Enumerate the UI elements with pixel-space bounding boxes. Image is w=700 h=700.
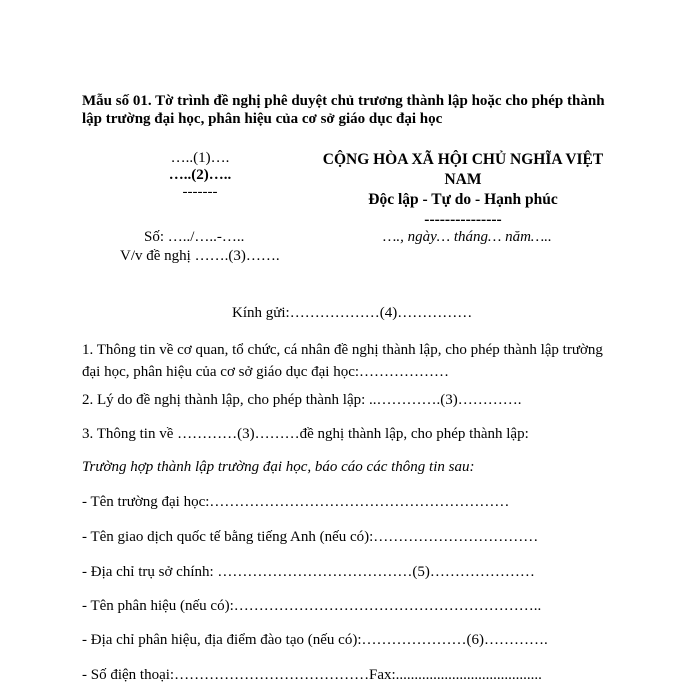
item-2: 2. Lý do đề nghị thành lập, cho phép thành lập: ..………….(3)…………. <box>82 392 522 408</box>
field-phone: - Số điện thoại:………………………………… <box>82 667 370 683</box>
national-motto: Độc lập - Tự do - Hạnh phúc <box>368 191 558 208</box>
document-date: …., ngày… tháng… năm….. <box>383 229 552 245</box>
item-1 <box>82 339 622 383</box>
issuer-divider: ------- <box>182 184 218 200</box>
form-title-line-1: Mẫu số 01. Tờ trình đề nghị phê duyệt chủ trương thành lập hoặc cho phép thành <box>82 93 605 109</box>
form-title-line-2: lập trường đại học, phân hiệu của cơ sở giáo dục đại học <box>82 111 443 127</box>
issuer-header <box>150 150 250 201</box>
field-fax: Fax:....................................... <box>369 667 542 683</box>
item-1-line-1: 1. Thông tin về cơ quan, tổ chức, cá nhân đề nghị thành lập, cho phép thành lập trường <box>82 342 603 358</box>
case-note: Trường hợp thành lập trường đại học, báo cáo các thông tin sau: <box>82 459 475 475</box>
document-number: Số: …../…..-….. <box>144 229 245 245</box>
national-title-line-2: NAM <box>444 171 482 188</box>
issuer-line-1: …..(1)…. <box>170 150 230 166</box>
field-branch-name: - Tên phân hiệu (nếu có):…………………………………………………….. <box>82 598 542 614</box>
document-subject: V/v đề nghị …….(3)……. <box>120 248 280 264</box>
national-header <box>318 150 608 230</box>
field-english-name: - Tên giao dịch quốc tế bằng tiếng Anh (nếu có):…………………………… <box>82 529 539 545</box>
national-title-line-1: CỘNG HÒA XÃ HỘI CHỦ NGHĨA VIỆT <box>322 151 604 168</box>
recipient-line: Kính gửi:………………(4)…………… <box>232 305 473 321</box>
field-branch-address: - Địa chỉ phân hiệu, địa điểm đào tạo (nếu có):…………………(6)…………. <box>82 632 548 648</box>
form-title <box>82 92 622 128</box>
item-1-line-2: đại học, phân hiệu của cơ sở giáo dục đại học:……………… <box>82 364 450 380</box>
item-3: 3. Thông tin về …………(3)………đề nghị thành lập, cho phép thành lập: <box>82 426 529 442</box>
issuer-line-2: …..(2)….. <box>168 167 232 183</box>
field-university-name: - Tên trường đại học:…………………………………………………… <box>82 494 510 510</box>
national-divider: --------------- <box>424 211 502 228</box>
field-head-office-address: - Địa chỉ trụ sở chính: …………………………………(5)………………… <box>82 564 535 580</box>
